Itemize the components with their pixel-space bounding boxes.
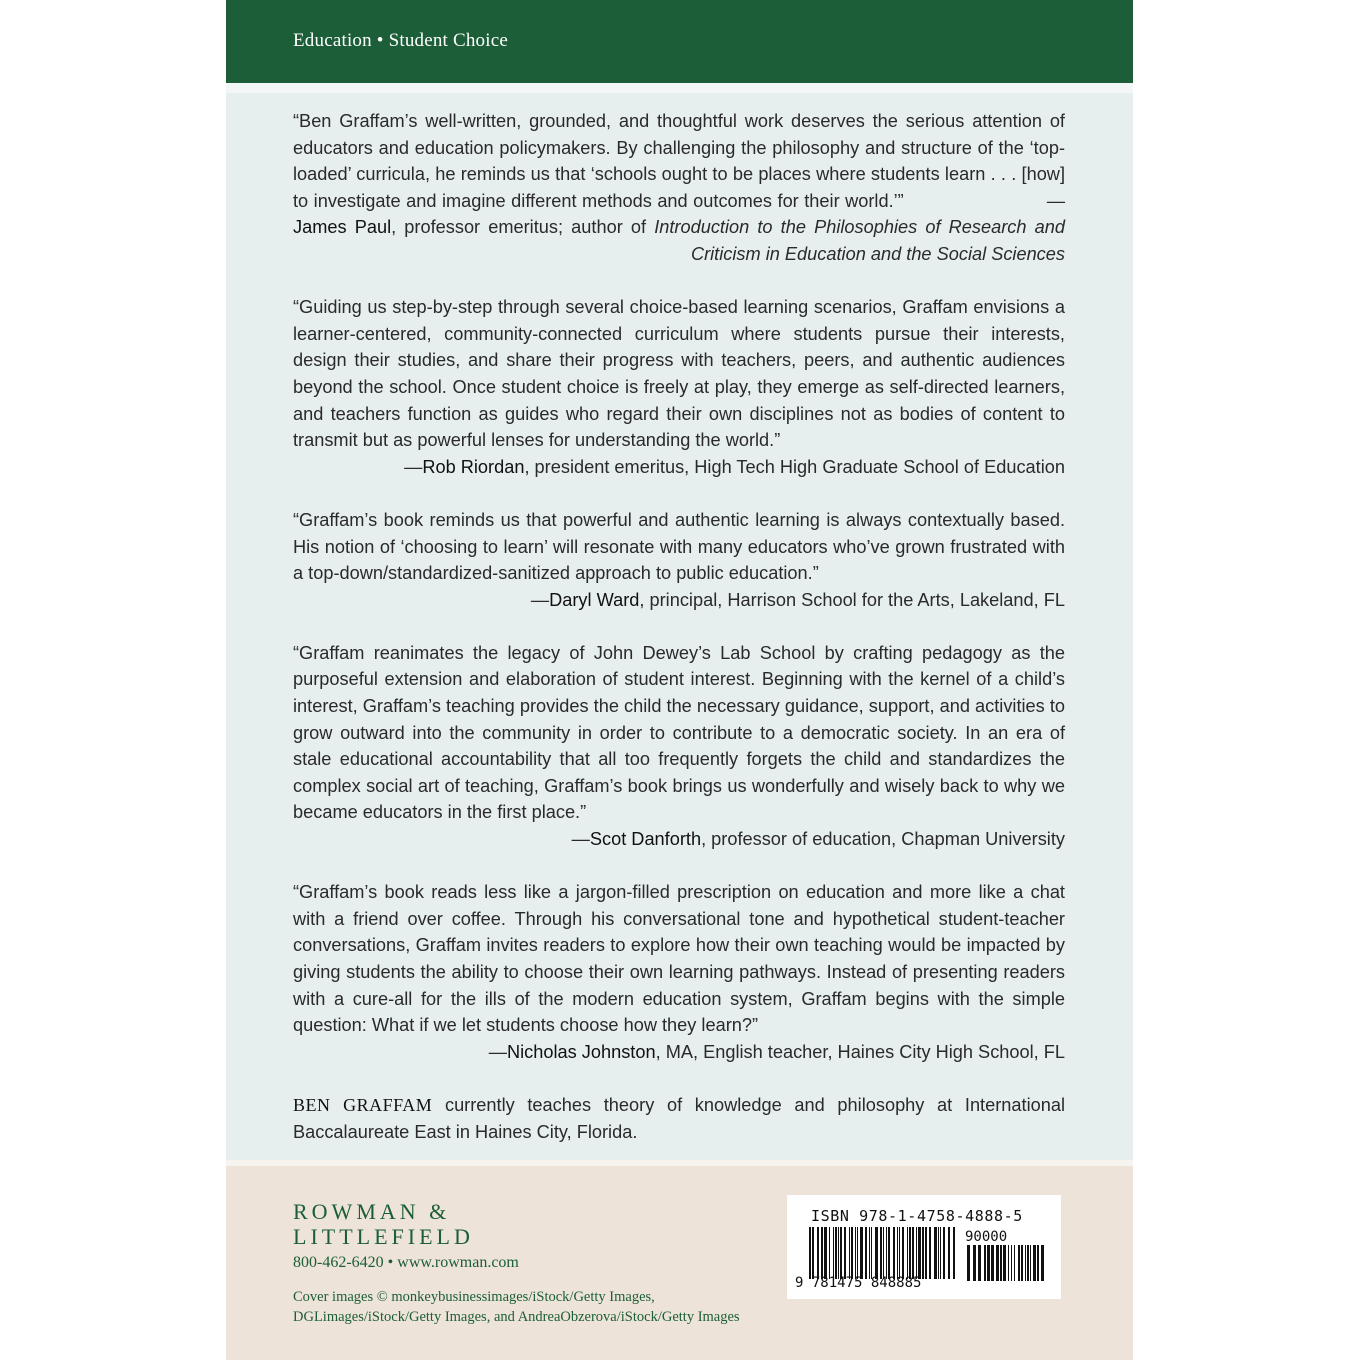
barcode-bar (925, 1227, 927, 1279)
barcode-bar (855, 1227, 856, 1279)
quote-author: Nicholas Johnston (506, 1041, 656, 1062)
barcode-bar (943, 1227, 945, 1279)
publisher-block (293, 1200, 519, 1276)
endorsement-quote (293, 640, 1065, 853)
barcode-bar (886, 1227, 887, 1279)
quote-author-role: , MA, English teacher, Haines City High School, FL (655, 1041, 1065, 1062)
barcode-bar (991, 1245, 994, 1281)
barcode-bar (838, 1227, 839, 1279)
barcode-bar (922, 1227, 924, 1279)
barcode-bar (967, 1245, 970, 1281)
barcode-bar (857, 1227, 858, 1279)
barcode-bar (1014, 1245, 1015, 1281)
barcode-bar (1025, 1245, 1026, 1281)
isbn-number: ISBN 978-1-4758-4888-5 (811, 1207, 1023, 1225)
barcode-bar (1011, 1245, 1012, 1281)
barcode-bar (902, 1227, 904, 1279)
barcode-bar (893, 1227, 895, 1279)
quote-dash: — (404, 456, 423, 477)
barcode-bar (875, 1227, 878, 1279)
barcode-bar (929, 1227, 931, 1279)
barcode-bar (1018, 1245, 1020, 1281)
quote-author: Daryl Ward (549, 589, 640, 610)
barcode-bar (880, 1227, 882, 1279)
barcode-bar (1030, 1245, 1031, 1281)
barcode-bar (817, 1227, 819, 1279)
quote-book-title: Introduction to the Philosophies of Research and Criticism in Education and the Social Sciences (654, 217, 1065, 264)
book-back-cover (226, 0, 1133, 1360)
barcode-bar (1027, 1245, 1029, 1281)
category-band (226, 0, 1133, 83)
barcode-bar (978, 1245, 981, 1281)
barcode-graphic (787, 1195, 1061, 1299)
barcode-bar (812, 1227, 814, 1279)
barcode-bar (821, 1227, 823, 1279)
barcode-bar (934, 1227, 937, 1279)
credits-line: Cover images © monkeybusinessimages/iStock/Getty Images, (293, 1289, 655, 1305)
barcode-bar (829, 1227, 830, 1279)
barcode-bar (1033, 1245, 1036, 1281)
barcode-bar (865, 1227, 867, 1279)
barcode-bar (883, 1227, 884, 1279)
quote-text: “Ben Graffam’s well-written, grounded, and thoughtful work deserves the serious attention of educators and education policymakers. By challenging the philosophy and structure of the ‘top-loaded’ curricula, he reminds us that ‘schools ought to be places where students learn . . . [how] to investigate and imagine different methods and outcomes for their world.’” (293, 111, 1065, 211)
ean-digits: 9 781475 848885 (795, 1275, 922, 1291)
barcode-bar (1037, 1245, 1039, 1281)
barcode-bar (1003, 1245, 1006, 1281)
quote-text: “Graffam reanimates the legacy of John Dewey’s Lab School by crafting pedagogy as the purposeful extension and elaboration of student interest. Beginning with the kernel of a child’s interest, Graffam’s teaching provides the child the necessary guidance, support, and activities to grow outward into the community in order to contribute to a democratic society. In an era of stale educational accountability that all too frequently forgets the child and standardizes the complex social art of teaching, Graffam’s book brings us wonderfully and wisely back to why we became educators in the first place.” (293, 642, 1065, 823)
barcode-bar (912, 1227, 914, 1279)
barcode-bar (824, 1227, 827, 1279)
barcode-bar (948, 1227, 950, 1279)
price-code: 90000 (965, 1229, 1008, 1245)
quote-author: Rob Riordan (422, 456, 525, 477)
author-name: BEN GRAFFAM (293, 1094, 433, 1115)
barcode-bar (840, 1227, 842, 1279)
barcode-bar (844, 1227, 846, 1279)
credits-line: DGLimages/iStock/Getty Images, and AndreaObzerova/iStock/Getty Images (293, 1309, 740, 1325)
isbn-barcode (787, 1195, 1061, 1299)
barcode-bar (869, 1227, 870, 1279)
barcode-bar (1021, 1245, 1023, 1281)
barcode-bar (1041, 1245, 1044, 1281)
price-addon-bars (967, 1245, 1044, 1281)
endorsement-quote (293, 108, 1065, 268)
ean-bars (809, 1227, 955, 1279)
quote-text: “Graffam’s book reminds us that powerful and authentic learning is always contextually based. His notion of ‘choosing to learn’ will resonate with many educators who’ve grown frustrated with a top-down/standardized-sanitized approach to public education.” (293, 509, 1065, 584)
cover-image-credits (293, 1287, 740, 1327)
quote-dash: — (571, 829, 590, 850)
publisher-logo-line1: ROWMAN & (293, 1199, 451, 1224)
quote-dash: — (488, 1041, 507, 1062)
barcode-bar (849, 1227, 850, 1279)
barcode-bar (916, 1227, 917, 1279)
author-bio-text: currently teaches theory of knowledge and philosophy at International Baccalaureate East in Haines City, Florida. (293, 1094, 1065, 1142)
quote-dash: — (1046, 190, 1065, 211)
barcode-bar (809, 1227, 811, 1279)
barcode-bar (987, 1245, 990, 1281)
quote-author-role: , principal, Harrison School for the Arts, Lakeland, FL (639, 589, 1065, 610)
barcode-bar (1008, 1245, 1009, 1281)
quote-author: James Paul (293, 217, 392, 238)
barcode-bar (907, 1227, 908, 1279)
barcode-bar (860, 1227, 863, 1279)
barcode-bar (940, 1227, 941, 1279)
endorsements (293, 108, 1065, 1145)
barcode-bar (897, 1227, 898, 1279)
barcode-bar (871, 1227, 872, 1279)
barcode-bar (996, 1245, 999, 1281)
band-divider (226, 83, 1133, 93)
barcode-bar (851, 1227, 853, 1279)
barcode-bar (973, 1245, 976, 1281)
barcode-bar (1000, 1245, 1002, 1281)
endorsement-quote (293, 507, 1065, 613)
quote-attribution (293, 587, 1065, 614)
quote-attribution (293, 826, 1065, 853)
publisher-logo-line2: LITTLEFIELD (293, 1224, 474, 1249)
barcode-bar (833, 1227, 834, 1279)
barcode-bar (953, 1227, 955, 1279)
quote-attribution (293, 454, 1065, 481)
barcode-bar (918, 1227, 921, 1279)
author-bio (293, 1092, 1065, 1145)
endorsement-quote (293, 294, 1065, 480)
barcode-bar (888, 1227, 890, 1279)
quote-text: “Guiding us step-by-step through several choice-based learning scenarios, Graffam envisions a learner-centered, community-connected curriculum where students pursue their interests, design their studies, and share their progress with teachers, peers, and authentic audiences beyond the school. Once student choice is freely at play, they emerge as self-directed learners, and teachers function as guides who regard their own disciplines not as bodies of content to transmit but as powerful lenses for understanding the world.” (293, 297, 1065, 451)
quote-author-role: , president emeritus, High Tech High Graduate School of Education (524, 456, 1065, 477)
quote-attribution (293, 1039, 1065, 1066)
barcode-bar (835, 1227, 837, 1279)
quote-author: Scot Danforth (589, 829, 702, 850)
quote-text: “Graffam’s book reads less like a jargon-filled prescription on education and more like a chat with a friend over coffee. Through his conversational tone and hypothetical student-teacher conversations, Graffam invites readers to explore how their own teaching would be impacted by giving students the ability to choose their own learning pathways. Instead of presenting readers with a cure-all for the ills of the modern education system, Graffam begins with the simple question: What if we let students choose how they learn?” (293, 882, 1065, 1036)
quote-dash: — (530, 589, 550, 610)
barcode-bar (899, 1227, 900, 1279)
barcode-bar (909, 1227, 911, 1279)
barcode-bar (984, 1245, 986, 1281)
quote-author-role: , professor of education, Chapman University (701, 829, 1065, 850)
category-label: Education • Student Choice (293, 30, 509, 51)
quote-author-role: , professor emeritus; author of (391, 217, 655, 238)
endorsement-quote (293, 879, 1065, 1065)
footer-divider (226, 1160, 1133, 1166)
barcode-bar (938, 1227, 939, 1279)
publisher-contact: 800-462-6420 • www.rowman.com (293, 1254, 519, 1271)
